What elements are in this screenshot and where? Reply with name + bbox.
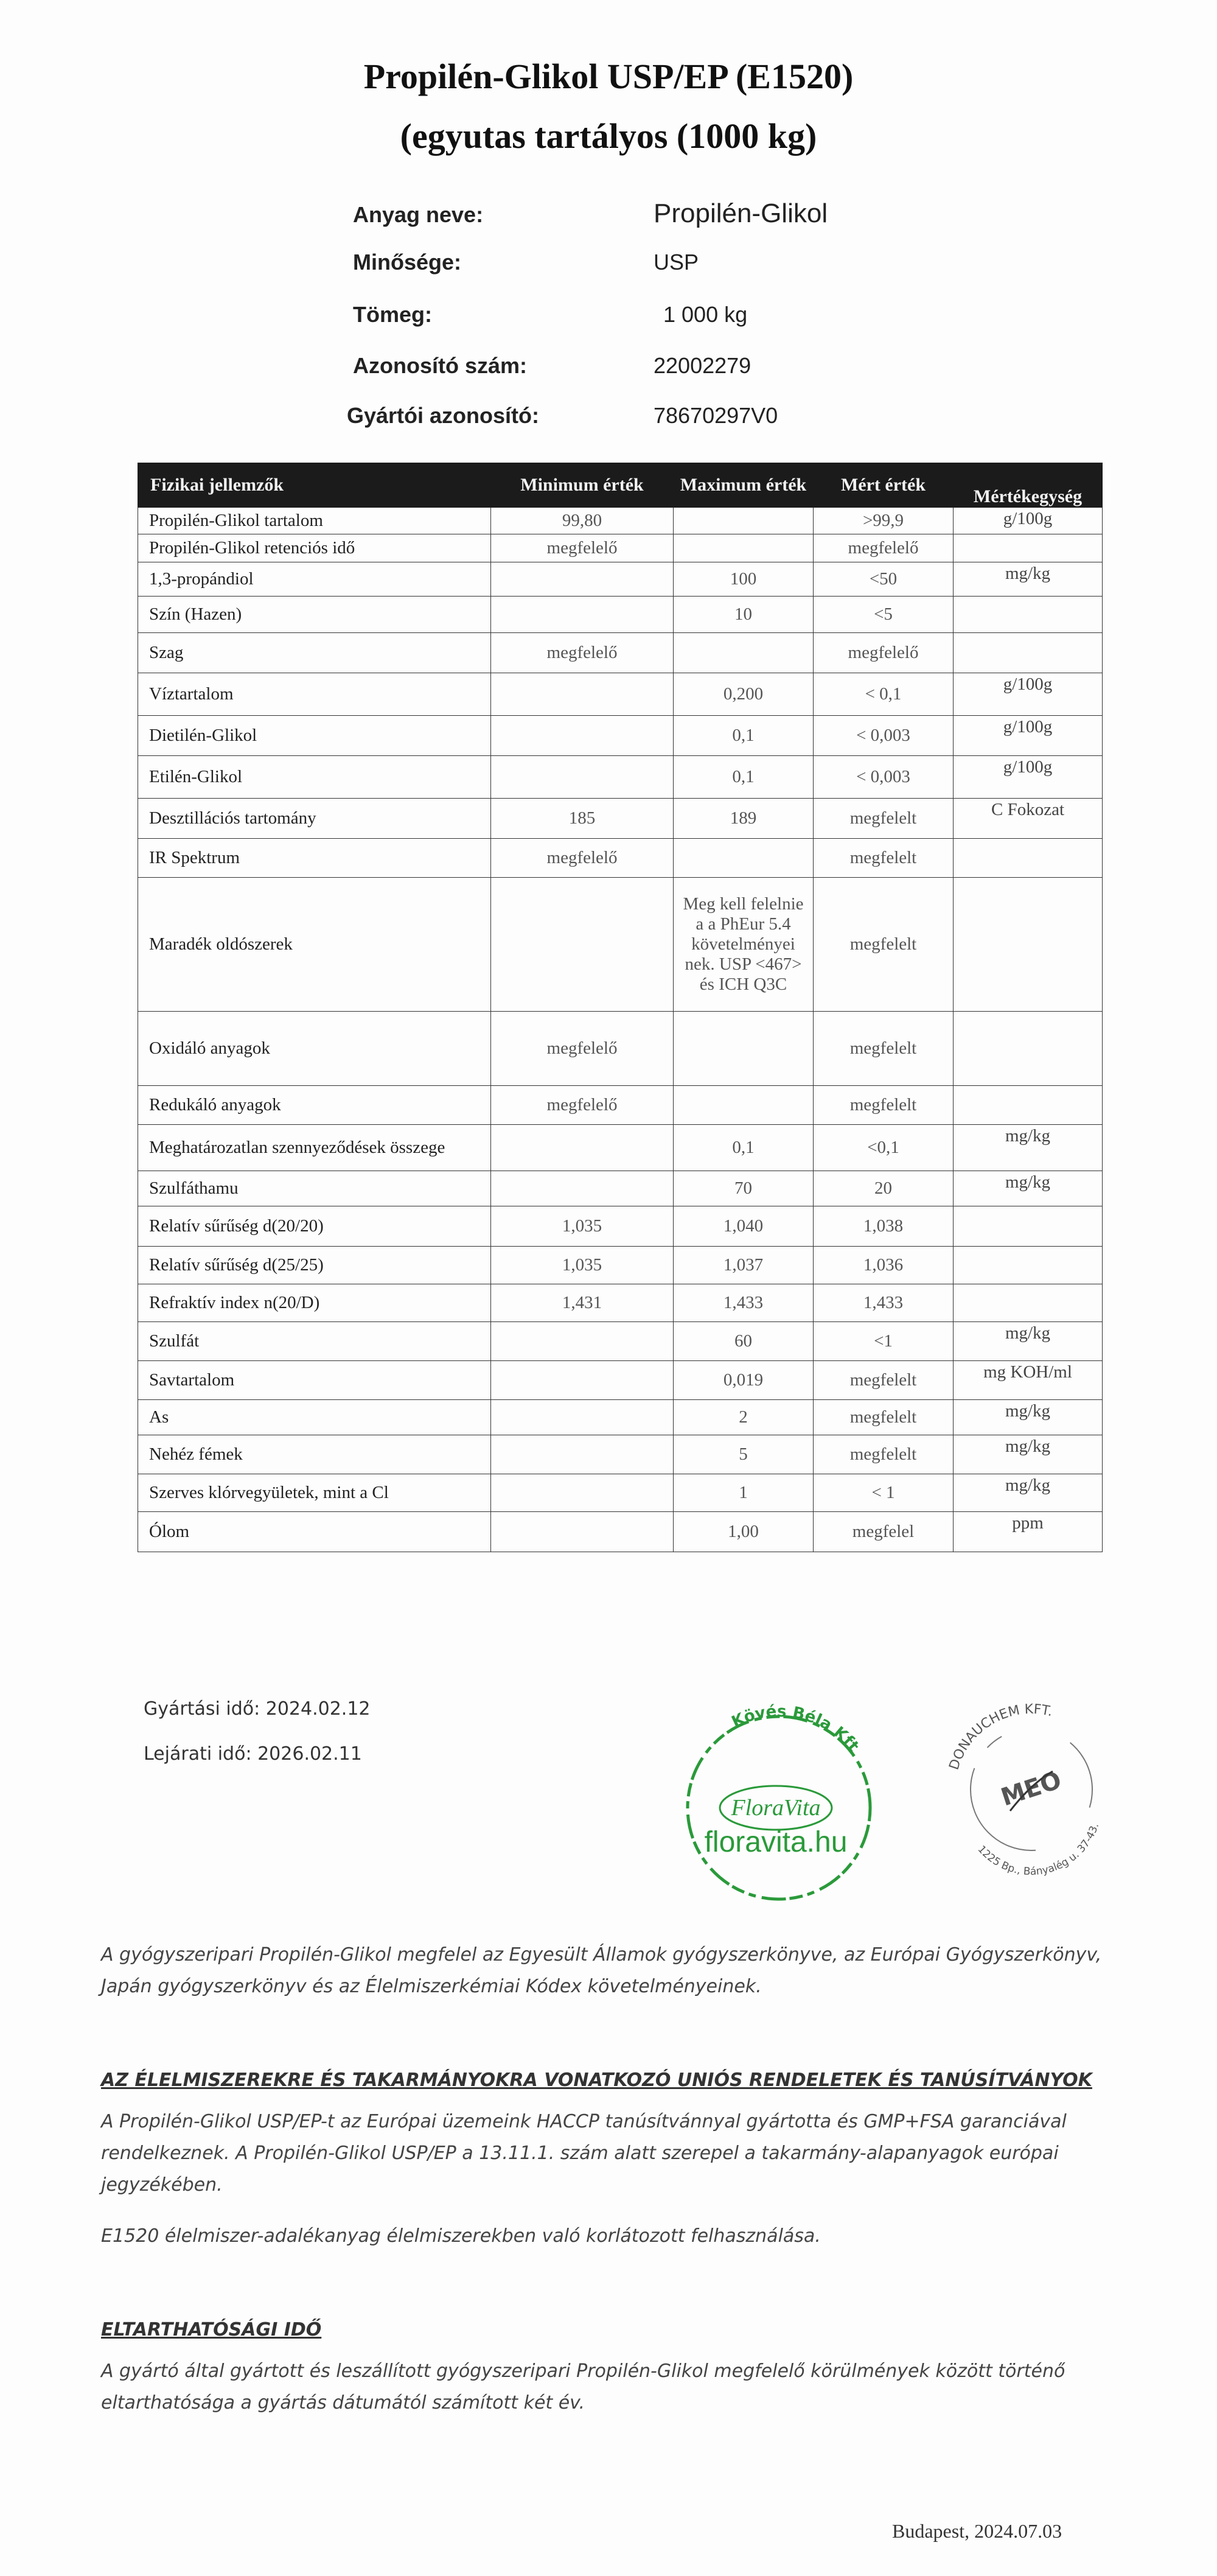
unit-cell [954,597,1103,633]
measured-cell: >99,9 [814,508,954,534]
measured-cell: megfelelt [814,799,954,839]
min-cell [491,1400,674,1435]
property-cell: Maradék oldószerek [138,878,491,1012]
max-cell: 0,200 [674,673,814,716]
measured-cell: <5 [814,597,954,633]
max-cell: 0,1 [674,1125,814,1171]
max-cell: 1,040 [674,1206,814,1247]
property-cell: Oxidáló anyagok [138,1012,491,1086]
table-row [138,1512,1103,1552]
unit-cell: mg/kg [954,1474,1103,1512]
max-cell [674,1086,814,1125]
svg-text:Kövés Béla Kft [729,1703,862,1755]
shelf-life-heading: ELTARTHATÓSÁGI IDŐ [101,2319,322,2340]
unit-cell: mg/kg [954,1435,1103,1474]
max-cell: 0,019 [674,1361,814,1400]
table-row [138,673,1103,716]
measured-cell: 1,038 [814,1206,954,1247]
max-cell [674,839,814,878]
shelf-life-text: A gyártó által gyártott és leszállított gyógyszeripari Propilén-Glikol megfelelő körülmények között történő eltarthatósága a gyártás dátumától számított két év. [101,2361,1065,2413]
measured-cell: <50 [814,562,954,597]
measured-cell: <0,1 [814,1125,954,1171]
svg-text:1225 Bp., Bányalég u. 37-43. [975,1822,1102,1878]
measured-cell: < 1 [814,1474,954,1512]
info-label-id: Azonosító szám: [353,353,528,378]
max-cell: Meg kell felelnie a a PhEur 5.4 követelményei nek. USP <467> és ICH Q3C [674,878,814,1012]
property-cell: Szulfáthamu [138,1171,491,1206]
min-cell [491,756,674,799]
unit-cell [954,1086,1103,1125]
max-cell: 1,037 [674,1247,814,1284]
table-row [138,1125,1103,1171]
unit-cell [954,878,1103,1012]
min-cell [491,716,674,756]
table-row [138,562,1103,597]
min-cell: 99,80 [491,508,674,534]
min-cell: megfelelő [491,839,674,878]
property-cell: Redukáló anyagok [138,1086,491,1125]
max-cell: 1 [674,1474,814,1512]
min-cell: 185 [491,799,674,839]
unit-cell [954,1247,1103,1284]
property-cell: Meghatározatlan szennyeződések összege [138,1125,491,1171]
min-cell: 1,035 [491,1247,674,1284]
measured-cell: megfelelt [814,1400,954,1435]
property-cell: Savtartalom [138,1361,491,1400]
measured-cell: 20 [814,1171,954,1206]
unit-cell [954,1284,1103,1322]
column-header: Mért érték [814,463,954,508]
measured-cell: megfelelt [814,1086,954,1125]
table-row [138,1322,1103,1361]
max-cell: 60 [674,1322,814,1361]
unit-cell: mg/kg [954,1125,1103,1171]
unit-cell: ppm [954,1512,1103,1552]
table-row [138,1474,1103,1512]
info-label-manufacturer-id: Gyártói azonosító: [347,403,540,428]
meo-company: DONAUCHEM KFT. [946,1701,1055,1772]
unit-cell [954,633,1103,673]
property-cell: Desztillációs tartomány [138,799,491,839]
min-cell: megfelelő [491,1086,674,1125]
max-cell: 10 [674,597,814,633]
measured-cell: megfelelt [814,1435,954,1474]
property-cell: Dietilén-Glikol [138,716,491,756]
min-cell [491,562,674,597]
table-row [138,1435,1103,1474]
info-value-name: Propilén-Glikol [654,198,828,228]
table-row [138,633,1103,673]
column-header: Minimum érték [491,463,674,508]
min-cell [491,597,674,633]
production-date: Gyártási idő: 2024.02.12 [144,1698,371,1720]
stamp-company: Kövés Béla Kft [728,1702,863,1755]
property-cell: Szag [138,633,491,673]
eu-section-paragraph-2: E1520 élelmiszer-adalékanyag élelmiszerekben való korlátozott felhasználása. [101,2225,821,2247]
measured-cell: megfelelő [814,534,954,562]
table-row [138,597,1103,633]
column-header: Mértékegység [954,463,1103,508]
eu-section-paragraph: A Propilén-Glikol USP/EP-t az Európai üzemeink HACCP tanúsítvánnyal gyártotta és GMP+FSA garanciával rendelkeznek. A Propilén-Glikol USP/EP a 13.11.1. szám alatt szerepel a takarmány-alapanyagok európai jegyzékében. [101,2111,1067,2196]
measured-cell: 1,036 [814,1247,954,1284]
unit-cell: C Fokozat [954,799,1103,839]
max-cell [674,534,814,562]
table-row [138,534,1103,562]
expiry-date: Lejárati idő: 2026.02.11 [144,1743,362,1765]
property-cell: Szín (Hazen) [138,597,491,633]
max-cell: 189 [674,799,814,839]
stamp-logo: FloraVita [731,1795,821,1821]
property-cell: Refraktív index n(20/D) [138,1284,491,1322]
measured-cell: < 0,003 [814,756,954,799]
info-value-grade: USP [654,250,699,275]
table-row [138,508,1103,534]
table-row [138,1012,1103,1086]
min-cell [491,1474,674,1512]
max-cell: 0,1 [674,716,814,756]
property-cell: Víztartalom [138,673,491,716]
document-title: Propilén-Glikol USP/EP (E1520) [363,57,854,96]
max-cell: 2 [674,1400,814,1435]
table-row [138,716,1103,756]
info-value-id: 22002279 [654,353,751,378]
measured-cell: megfelelő [814,633,954,673]
max-cell [674,633,814,673]
min-cell: 1,431 [491,1284,674,1322]
min-cell [491,1125,674,1171]
min-cell: megfelelő [491,534,674,562]
measured-cell: megfelelt [814,1012,954,1086]
table-row [138,1361,1103,1400]
stamp-site: floravita.hu [704,1826,848,1858]
property-cell: IR Spektrum [138,839,491,878]
max-cell: 1,00 [674,1512,814,1552]
measured-cell: megfelel [814,1512,954,1552]
property-cell: Etilén-Glikol [138,756,491,799]
property-cell: Relatív sűrűség d(25/25) [138,1247,491,1284]
unit-cell [954,1206,1103,1247]
table-row [138,799,1103,839]
property-cell: 1,3-propándiol [138,562,491,597]
property-cell: Propilén-Glikol retenciós idő [138,534,491,562]
table-row [138,878,1103,1012]
unit-cell: g/100g [954,673,1103,716]
property-cell: Szulfát [138,1322,491,1361]
min-cell: megfelelő [491,1012,674,1086]
unit-cell: mg/kg [954,1322,1103,1361]
unit-cell: mg/kg [954,1171,1103,1206]
meo-center: MEO [997,1766,1065,1812]
info-value-mass: 1 000 kg [663,302,748,327]
table-header-row [138,463,1103,508]
measured-cell: < 0,1 [814,673,954,716]
max-cell: 100 [674,562,814,597]
min-cell: megfelelő [491,633,674,673]
unit-cell [954,534,1103,562]
min-cell: 1,035 [491,1206,674,1247]
property-cell: Propilén-Glikol tartalom [138,508,491,534]
column-header: Fizikai jellemzők [138,463,491,508]
property-cell: Nehéz fémek [138,1435,491,1474]
table-row [138,1206,1103,1247]
min-cell [491,1435,674,1474]
meo-stamp [931,1698,1132,1881]
table-row [138,1284,1103,1322]
specification-table [138,463,1103,1552]
unit-cell: g/100g [954,716,1103,756]
measured-cell: megfelelt [814,878,954,1012]
min-cell [491,1512,674,1552]
measured-cell: 1,433 [814,1284,954,1322]
max-cell [674,1012,814,1086]
max-cell: 1,433 [674,1284,814,1322]
table-row [138,1247,1103,1284]
measured-cell: megfelelt [814,839,954,878]
property-cell: Relatív sűrűség d(20/20) [138,1206,491,1247]
table-row [138,1086,1103,1125]
property-cell: Ólom [138,1512,491,1552]
unit-cell [954,1012,1103,1086]
measured-cell: <1 [814,1322,954,1361]
property-cell: As [138,1400,491,1435]
unit-cell: g/100g [954,508,1103,534]
min-cell [491,878,674,1012]
min-cell [491,1361,674,1400]
max-cell: 70 [674,1171,814,1206]
document-subtitle: (egyutas tartályos (1000 kg) [400,116,817,156]
info-label-name: Anyag neve: [353,202,484,227]
info-label-grade: Minősége: [353,250,462,275]
min-cell [491,1322,674,1361]
max-cell: 5 [674,1435,814,1474]
unit-cell: g/100g [954,756,1103,799]
property-cell: Szerves klórvegyületek, mint a Cl [138,1474,491,1512]
table-row [138,756,1103,799]
min-cell [491,673,674,716]
unit-cell [954,839,1103,878]
column-header: Maximum érték [674,463,814,508]
max-cell: 0,1 [674,756,814,799]
max-cell [674,508,814,534]
measured-cell: < 0,003 [814,716,954,756]
place-and-date: Budapest, 2024.07.03 [892,2520,1062,2542]
floravita-stamp [651,1692,907,1905]
meo-address: 1225 Bp., Bányalég u. 37-43. [975,1821,1102,1878]
info-value-manufacturer-id: 78670297V0 [654,403,778,428]
unit-cell: mg/kg [954,562,1103,597]
table-row [138,839,1103,878]
eu-section-heading: AZ ÉLELMISZEREKRE ÉS TAKARMÁNYOKRA VONATKOZÓ UNIÓS RENDELETEK ÉS TANÚSÍTVÁNYOK [101,2070,1092,2091]
table-row [138,1400,1103,1435]
min-cell [491,1171,674,1206]
compliance-statement: A gyógyszeripari Propilén-Glikol megfelel az Egyesült Államok gyógyszerkönyve, az Európai Gyógyszerkönyv, Japán gyógyszerkönyv és az Élelmiszerkémiai Kódex követelményeinek. [101,1944,1102,1997]
measured-cell: megfelelt [814,1361,954,1400]
table-row [138,1171,1103,1206]
info-label-mass: Tömeg: [353,302,432,327]
unit-cell: mg KOH/ml [954,1361,1103,1400]
unit-cell: mg/kg [954,1400,1103,1435]
